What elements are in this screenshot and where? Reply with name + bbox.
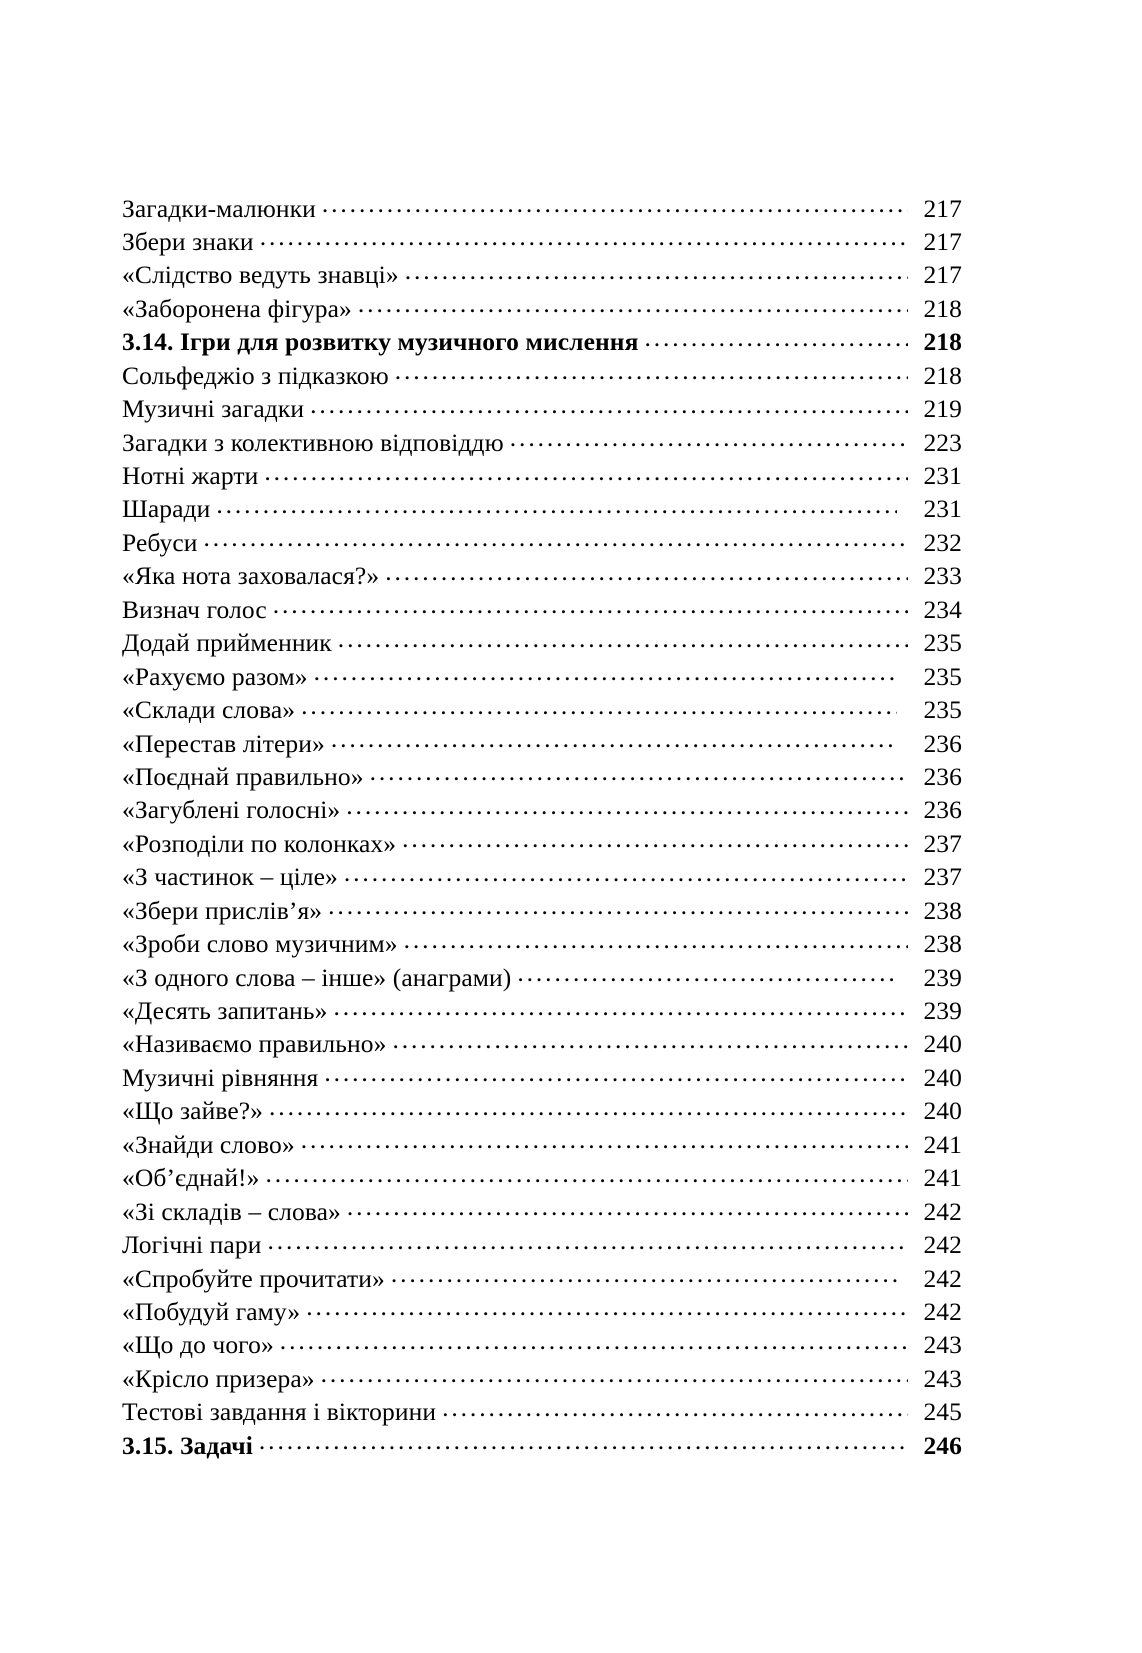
toc-dot-leader xyxy=(385,559,908,585)
toc-page-number: 239 xyxy=(923,996,962,1025)
toc-page-number: 235 xyxy=(923,695,962,725)
toc-page-number: 236 xyxy=(923,761,962,791)
toc-dot-leader xyxy=(392,1027,908,1053)
toc-entry[interactable] xyxy=(122,459,962,492)
toc-dot-leader xyxy=(203,525,908,551)
toc-entry-title: 3.15. Задачі xyxy=(122,1430,253,1460)
toc-entry[interactable] xyxy=(122,860,962,893)
toc-dot-leader xyxy=(314,659,897,685)
toc-dot-leader xyxy=(216,492,897,518)
toc-page-number: 243 xyxy=(923,1330,962,1360)
toc-entry-title: «Крісло призера» xyxy=(122,1363,315,1393)
toc-entry-title: «Перестав літери» xyxy=(122,728,325,758)
toc-entry-title: Тестові завдання і вікторини xyxy=(122,1397,437,1427)
toc-page-number: 217 xyxy=(923,226,962,256)
toc-entry-title: «Яка нота заховалася?» xyxy=(122,561,380,591)
toc-page-number: 242 xyxy=(923,1263,962,1293)
toc-entry[interactable] xyxy=(122,1161,962,1194)
toc-dot-leader xyxy=(442,1395,908,1421)
toc-entry[interactable] xyxy=(122,1328,962,1361)
toc-dot-leader xyxy=(338,626,908,652)
toc-page-number: 236 xyxy=(923,728,962,758)
toc-entry-title: Музичні загадки xyxy=(122,394,305,424)
toc-entry-title: «З частинок – ціле» xyxy=(122,862,338,892)
toc-entry-title: Додай прийменник xyxy=(122,628,332,658)
toc-page-number: 242 xyxy=(923,1296,962,1326)
toc-entry-title: Визнач голос xyxy=(122,594,267,624)
toc-entry-title: «Слідство ведуть знавці» xyxy=(122,260,399,290)
toc-page-number: 223 xyxy=(923,427,962,457)
toc-entry-title: Музичні рівняння xyxy=(122,1062,319,1092)
toc-entry-title: «Десять запитань» xyxy=(122,996,328,1025)
toc-entry[interactable] xyxy=(122,893,962,926)
toc-dot-leader xyxy=(273,592,908,618)
toc-entry-title: «Знайди слово» xyxy=(122,1129,295,1159)
toc-entry[interactable] xyxy=(122,1361,962,1394)
toc-dot-leader xyxy=(358,291,908,317)
toc-page-number: 237 xyxy=(923,828,962,858)
toc-entry-title: «Зі складів – слова» xyxy=(122,1196,341,1226)
toc-entry-title: «Об’єднай!» xyxy=(122,1163,260,1193)
toc-page-number: 217 xyxy=(923,193,962,223)
toc-page-number: 218 xyxy=(923,293,962,323)
toc-dot-leader xyxy=(333,994,908,1020)
toc-entry[interactable] xyxy=(122,392,962,425)
toc-page-number: 241 xyxy=(923,1129,962,1159)
toc-entry-title: «Що до чого» xyxy=(122,1330,274,1360)
toc-page-number: 231 xyxy=(923,461,962,490)
toc-entry-title: Логічні пари xyxy=(122,1230,262,1260)
toc-entry-title: «Загублені голосні» xyxy=(122,795,341,825)
toc-dot-leader xyxy=(301,693,897,719)
toc-entry-title: «Зроби слово музичним» xyxy=(122,929,398,959)
toc-dot-leader xyxy=(280,1328,908,1354)
toc-entry[interactable] xyxy=(122,1027,962,1060)
toc-entry[interactable] xyxy=(122,1294,962,1327)
toc-entry[interactable] xyxy=(122,994,962,1027)
toc-entry-title: 3.14. Ігри для розвитку музичного мислення xyxy=(122,327,639,357)
toc-entry[interactable] xyxy=(122,1428,962,1461)
toc-entry[interactable] xyxy=(122,793,962,826)
toc-entry-title: «Побудуй гаму» xyxy=(122,1296,301,1326)
toc-entry[interactable] xyxy=(122,358,962,391)
toc-entry[interactable] xyxy=(122,1228,962,1261)
toc-page-number: 217 xyxy=(923,260,962,290)
toc-entry[interactable] xyxy=(122,559,962,592)
toc-dot-leader xyxy=(306,1294,908,1320)
toc-entry[interactable] xyxy=(122,759,962,792)
toc-entry-title: «Заборонена фігура» xyxy=(122,293,352,323)
toc-page-number: 235 xyxy=(923,628,962,658)
toc-entry[interactable] xyxy=(122,1094,962,1127)
toc-entry-title: Загадки з колективною відповіддю xyxy=(122,427,504,457)
toc-dot-leader xyxy=(259,1428,908,1454)
toc-page-number: 237 xyxy=(923,862,962,892)
toc-page-number: 242 xyxy=(923,1230,962,1260)
toc-dot-leader xyxy=(391,1261,897,1287)
toc-entry[interactable] xyxy=(122,1261,962,1294)
toc-page-number: 240 xyxy=(923,1096,962,1126)
toc-entry-title: «Розподіли по колонках» xyxy=(122,828,397,858)
toc-page-number: 232 xyxy=(923,527,962,557)
toc-page-number: 241 xyxy=(923,1163,962,1193)
toc-page-number: 238 xyxy=(923,895,962,925)
toc-page-number: 236 xyxy=(923,795,962,825)
toc-page-number: 218 xyxy=(923,327,962,357)
toc-entry[interactable] xyxy=(122,325,962,358)
toc-entry-title: «Рахуємо разом» xyxy=(122,661,308,691)
toc-page-number: 246 xyxy=(923,1430,962,1460)
toc-page-number: 240 xyxy=(923,1029,962,1059)
toc-entry-title: «Склади слова» xyxy=(122,695,296,725)
toc-entry[interactable] xyxy=(122,492,962,525)
toc-entry[interactable] xyxy=(122,1127,962,1160)
toc-entry[interactable] xyxy=(122,525,962,558)
toc-dot-leader xyxy=(370,759,908,785)
toc-dot-leader xyxy=(264,459,908,485)
toc-entry[interactable] xyxy=(122,693,962,726)
toc-list xyxy=(122,191,962,1462)
toc-entry-title: Нотні жарти xyxy=(122,461,259,490)
toc-dot-leader xyxy=(266,1161,908,1187)
toc-entry[interactable] xyxy=(122,826,962,859)
toc-entry-title: Загадки-малюнки xyxy=(122,193,316,223)
toc-dot-leader xyxy=(321,1361,908,1387)
toc-dot-leader xyxy=(644,325,908,351)
toc-entry[interactable] xyxy=(122,659,962,692)
toc-entry[interactable] xyxy=(122,258,962,291)
toc-page-number: 240 xyxy=(923,1062,962,1092)
toc-dot-leader xyxy=(269,1094,908,1120)
toc-page-number: 242 xyxy=(923,1196,962,1226)
toc-entry-title: «Спробуйте прочитати» xyxy=(122,1263,385,1293)
toc-page-number: 243 xyxy=(923,1363,962,1393)
toc-entry[interactable] xyxy=(122,927,962,960)
toc-dot-leader xyxy=(324,1060,908,1086)
toc-page-number: 231 xyxy=(923,494,962,524)
toc-dot-leader xyxy=(344,860,908,886)
toc-entry[interactable] xyxy=(122,626,962,659)
toc-entry-title: Ребуси xyxy=(122,527,198,557)
toc-dot-leader xyxy=(347,1194,908,1220)
toc-entry[interactable] xyxy=(122,224,962,257)
toc-entry[interactable] xyxy=(122,592,962,625)
toc-dot-leader xyxy=(517,960,897,986)
toc-entry-title: «Поєднай правильно» xyxy=(122,761,364,791)
toc-dot-leader xyxy=(405,258,908,284)
toc-dot-leader xyxy=(322,191,908,217)
toc-dot-leader xyxy=(404,927,908,953)
toc-entry-title: «З одного слова – інше» (анаграми) xyxy=(122,962,512,992)
toc-entry[interactable] xyxy=(122,291,962,324)
toc-entry[interactable] xyxy=(122,1060,962,1093)
toc-page-number: 218 xyxy=(923,360,962,390)
toc-dot-leader xyxy=(395,358,908,384)
toc-entry[interactable] xyxy=(122,425,962,458)
toc-page-number: 239 xyxy=(923,962,962,992)
toc-entry[interactable] xyxy=(122,1395,962,1428)
toc-dot-leader xyxy=(301,1127,908,1153)
toc-entry-title: «Збери прислів’я» xyxy=(122,895,323,925)
toc-page-number: 245 xyxy=(923,1397,962,1427)
toc-entry[interactable] xyxy=(122,726,962,759)
toc-entry-title: Сольфеджіо з підказкою xyxy=(122,360,389,390)
toc-dot-leader xyxy=(346,793,908,819)
toc-page-number: 235 xyxy=(923,661,962,691)
toc-page-number: 234 xyxy=(923,594,962,624)
toc-dot-leader xyxy=(310,392,908,418)
toc-dot-leader xyxy=(331,726,897,752)
toc-entry[interactable] xyxy=(122,191,962,224)
toc-entry-title: «Називаємо правильно» xyxy=(122,1029,387,1059)
toc-dot-leader xyxy=(328,893,908,919)
toc-dot-leader xyxy=(260,224,908,250)
toc-page-number: 238 xyxy=(923,929,962,959)
toc-page-number: 233 xyxy=(923,561,962,591)
toc-dot-leader xyxy=(267,1228,908,1254)
toc-entry[interactable] xyxy=(122,1194,962,1227)
toc-page-number: 219 xyxy=(923,394,962,424)
toc-entry-title: Шаради xyxy=(122,494,211,524)
toc-dot-leader xyxy=(510,425,908,451)
toc-entry-title: «Що зайве?» xyxy=(122,1096,264,1126)
toc-dot-leader xyxy=(402,826,908,852)
toc-entry-title: Збери знаки xyxy=(122,226,254,256)
toc-entry[interactable] xyxy=(122,960,962,993)
